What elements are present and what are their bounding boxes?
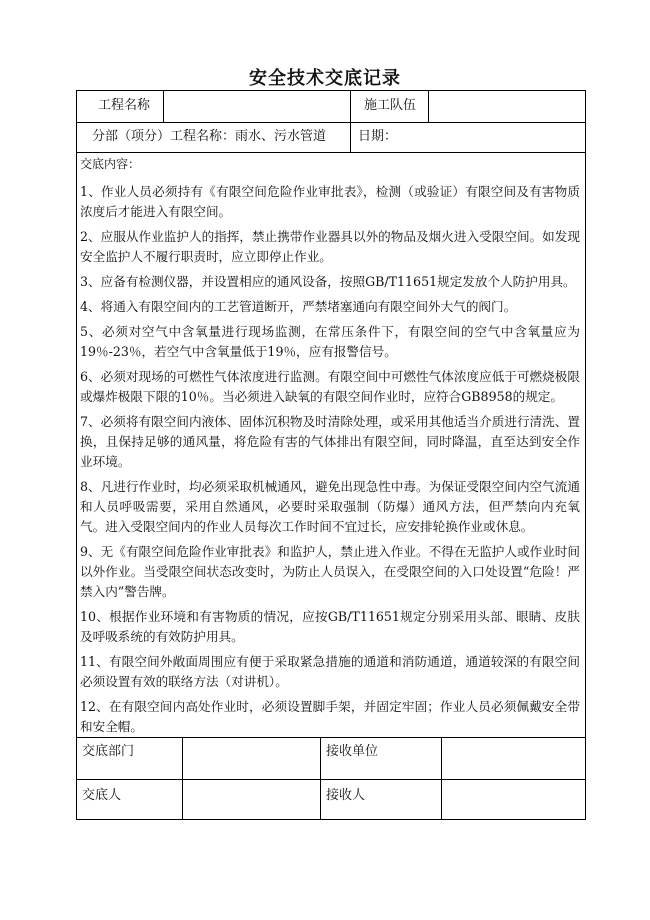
receiver-label: 接收人 [326,788,366,803]
divider [320,737,321,820]
briefing-content [80,154,580,742]
briefing-person-label: 交底人 [82,788,122,803]
subproject-name: 分部（项分）工程名称：雨水、污水管道 [92,129,327,144]
list-item: 11、有限空间外敞面周围应有便于采取紧急措施的通道和消防通道，通道较深的有限空间必须设置有效的联络方法（对讲机）。 [80,654,580,689]
briefing-dept-label: 交底部门 [82,744,135,759]
list-item: 12、在有限空间内高处作业时，必须设置脚手架，并固定牢固；作业人员必须佩戴安全带和安全帽。 [80,699,580,734]
divider [76,779,586,780]
list-item: 7、必须将有限空间内液体、固体沉积物及时清除处理，或采用其他适当介质进行清洗、置换，且保持足够的通风量，将危险有害的气体排出有限空间，同时降温，直至达到安全作业环境。 [80,414,580,469]
divider [428,90,429,122]
list-item: 10、根据作业环境和有害物质的情况，应按GB/T11651规定分别采用头部、眼睛、皮肤及呼吸系统的有效防护用具。 [80,609,580,644]
list-item: 2、应服从作业监护人的指挥，禁止携带作业器具以外的物品及烟火进入受限空间。如发现安全监护人不履行职责时，应立即停止作业。 [80,229,580,264]
divider [163,90,164,122]
list-item: 9、无《有限空间危险作业审批表》和监护人，禁止进入作业。不得在无监护人或作业时间以外作业。当受限空间状态改变时，为防止人员误入，在受限空间的入口处设置“危险！严禁入内”警告牌。 [80,544,580,599]
list-item: 4、将通入有限空间内的工艺管道断开，严禁堵塞通向有限空间外大气的阀门。 [80,299,517,314]
list-item: 8、凡进行作业时，均必须采取机械通风，避免出现急性中毒。为保证受限空间内空气流通和人员呼吸需要，采用自然通风，必要时采取强制（防爆）通风方法，但严禁向内充氧气。进入受限空间内的作业人员每次工作时间不宜过长，应安排轮换作业或休息。 [80,479,580,534]
divider [350,90,351,152]
divider [76,737,586,738]
list-item: 5、必须对空气中含氧量进行现场监测，在常压条件下，有限空间的空气中含氧量应为19％-23％，若空气中含氧量低于19％，应有报警信号。 [80,324,580,359]
list-item: 3、应备有检测仪器，并设置相应的通风设备，按照GB/T11651规定发放个人防护用具。 [80,274,576,289]
divider [76,152,586,153]
construction-team-label: 施工队伍 [364,98,417,113]
divider [441,737,442,820]
receiving-unit-label: 接收单位 [326,744,379,759]
date-label: 日期： [358,129,398,144]
divider [182,737,183,820]
list-item: 1、作业人员必须持有《有限空间危险作业审批表》，检测（或验证）有限空间及有害物质浓度后才能进入有限空间。 [80,184,580,219]
content-intro: 交底内容： [80,157,141,171]
divider [76,122,586,123]
page-title: 安全技术交底记录 [249,68,401,89]
list-item: 6、必须对现场的可燃性气体浓度进行监测。有限空间中可燃性气体浓度应低于可燃烧极限或爆炸极限下限的10％。当必须进入缺氧的有限空间作业时，应符合GB8958的规定。 [80,369,580,404]
project-name-label: 工程名称 [98,98,151,113]
